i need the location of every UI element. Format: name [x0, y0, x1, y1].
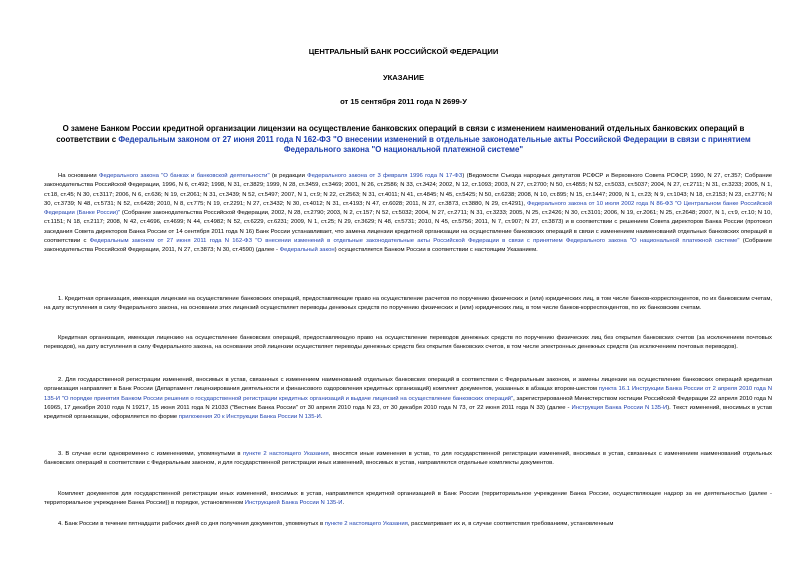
law-banks-link[interactable]: Федерального закона "О банках и банковской деятельности" [99, 173, 270, 179]
instruction-135i-link-2[interactable]: Инструкцией Банка России N 135-И [244, 500, 343, 507]
paragraph-3 [44, 450, 772, 469]
paragraph-text: 4. Банк России в течение пятнадцати рабочих дней со дня получения документов, упомянутых в [58, 521, 325, 527]
paragraph-text: . [320, 414, 323, 421]
paragraph-text: , рассматривает их и, в случае соответствия требованиям, установленным [407, 521, 614, 527]
paragraph-text: , зарегистрированной Министерством юстиции Российской Федерации 22 апреля 2010 года N 16965, 17 декабря 2010 года N 19217, 15 июня 2011 года N 21033 ("Вестник Банка России" от 30 апреля 2010 года N 23, от 30 декабря 2010 года N 73, от 22 июня 2011 года N 33) (далее - [44, 395, 772, 411]
law-17fz-link[interactable]: Федерального закона от 3 февраля 1996 года N 17-ФЗ [307, 173, 463, 179]
preamble-text: ) (Ведомости Съезда народных депутатов РСФСР и Верховного Совета РСФСР, 1990, N 27, ст.357; Собрание законодательства Российской Федерации, 1996, N 6, ст.492; 1998, N 31, ст.3829; 1999, N 28, ст.3459, ст.3469; 2001, N 26, ст.2586; N 33, ст.3424; 2002, N 12, ст.1093; 2003, N 27, ст.2700; N 50, ст.4855; N 52, ст.5033, ст.5037; 2004, N 27, ст.2711; N 31, ст.3233; 2005, N 1, ст.18, ст.45; N 30, ст.3117; 2006, N 6, ст.636; N 19, ст.2061; N 31, ст.3439; N 52, ст.5497; 2007, N 1, ст.9; N 22, ст.2563; N 31, ст.4011; N 41, ст.4845; N 45, ст.5425; N 50, ст.6238; 2008, N 10, ст.895; N 15, ст.1447; 2009, N 1, ст.23; N 9, ст.1043; N 18, ст.2153; N 23, ст.2776; N 30, ст.3739; N 48, ст.5731; N 52, ст.6428; 2010, N 8, ст.775; N 19, ст.2291; N 27, ст.3432; N 30, ст.4012; N 31, ст.4193; N 47, ст.6028; 2011, N 27, ст.3873, ст.3880, N 29, ст.4291), [44, 173, 773, 207]
paragraph-4 [44, 520, 772, 529]
paragraph-text: ). Текст изменений, вносимых в устав кредитной организации, оформляется по форме [44, 404, 772, 421]
paragraph-text: Комплект документов для государственной регистрации иных изменений, вносимых в устав, направляется кредитной организацией в Банк России (территориальное учреждение Банка России, осуществляющее надзор за ее деятельностью (далее - территориальное учреждение Банка России)) в порядке, установленном [44, 491, 772, 507]
point-2-link-2[interactable]: пункте 2 настоящего Указания [324, 521, 408, 527]
organization-name: ЦЕНТРАЛЬНЫЙ БАНК РОССИЙСКОЙ ФЕДЕРАЦИИ [308, 47, 499, 56]
document-date-number: от 15 сентября 2011 года N 2699-У [340, 97, 467, 106]
paragraph-2 [44, 376, 772, 422]
preamble-text: (Собрание законодательства Российской Федерации, 2002, N 28, ст.2790; 2003, N 2, ст.157; N 52, ст.5032; 2004, N 27, ст.2711; N 31, ст.3233; 2005, N 25, ст.2426; N 30, ст.3101; 2006, N 19, ст.2061; N 25, ст.2648; 2007, N 1, ст.9, ст.10; N 10, ст.1151; N 18, ст.2117; 2008, N 42, ст.4696, ст.4699; N 44, ст.4982; N 52, ст.6229, ст.6231; 2009, N 1, ст.25; N 29, ст.3629; N 48, ст.5731; 2010, N 45, ст.5756; 2011, N 7, ст.907; N 27, ст.3873) и в соответствии с решением Совета директоров Банка России (протокол заседания Совета директоров Банка России от 14 сентября 2011 года N 16) Банк России устанавливает, что замена лицензии кредитной организации на осуществление банковских операций в связи с изменением наименований отдельных банковских операций в соответствии с [44, 210, 772, 245]
preamble-text: (в редакции [269, 173, 308, 179]
law-86fz-link[interactable]: Федерального закона от 10 июля 2002 года N 86-ФЗ "О Центральном банке Российской Федерации (Банке России)" [44, 200, 772, 217]
instruction-135i-link[interactable]: Инструкция Банка России N 135-И [571, 404, 668, 411]
document-title [40, 124, 767, 156]
point-2-link[interactable]: пункте 2 настоящего Указания [242, 451, 329, 457]
federal-law-link[interactable]: Федеральный закон [279, 247, 335, 254]
instruction-135i-p16-link[interactable]: пункта 16.1 Инструкции Банка России от 2 апреля 2010 года N 135-И "О порядке принятия Банком России решения о государственной регистрации кредитных организаций и выдаче лицензий на осуществление банковских операций" [44, 386, 772, 402]
paragraph-text: 3. В случае если одновременно с изменениями, упомянутыми в [58, 451, 243, 457]
paragraph-text: , вносятся иные изменения в устав, то для государственной регистрации изменений, вносимых в устав, связанных с изменением наименований отдельных банковских операций в соответствии с Федеральным законом, и для государственной регистрации иных изменений, вносимых в устав, направляются отдельные комплекты документов. [44, 451, 773, 467]
preamble-paragraph [44, 172, 772, 256]
federal-law-162-link[interactable]: Федеральным законом от 27 июня 2011 года N 162-ФЗ "О внесении изменений в отдельные законодательные акты Российской Федерации в связи с принятием Федерального закона "О национальной платежной системе" [118, 134, 751, 154]
paragraph-1-part-2: Кредитная организация, имеющая лицензию на осуществление банковских операций, предоставляющую право на осуществление переводов денежных средств по поручению физических лиц без открытия банковских счетов (за исключением почтовых переводов), на дату вступления в силу Федерального закона, на основании этой лицензии осуществляет переводы денежных средств без открытия банковских счетов, в том числе электронных денежных средств (за исключением почтовых переводов). [44, 335, 772, 351]
document-type: УКАЗАНИЕ [382, 73, 425, 82]
title-text: О замене Банком России кредитной организации лицензии на осуществление банковских операций в связи с изменением наименований отдельных банковских операций в соответствии с [56, 124, 745, 144]
appendix-20-link[interactable]: приложения 20 к Инструкции Банка России N 135-И [178, 414, 321, 421]
preamble-text: (Собрание законодательства Российской Федерации, 2011, N 27, ст.3873; N 30, ст.4590) (далее - [44, 238, 772, 254]
preamble-text: На основании [58, 173, 100, 179]
paragraph-text: . [342, 500, 345, 507]
law-162fz-link[interactable]: Федеральным законом от 27 июня 2011 года N 162-ФЗ "О внесении изменений в отдельные законодательные акты Российской Федерации в связи с принятием Федерального закона "О национальной платежной системе" [89, 238, 740, 245]
paragraph-text: 2. Для государственной регистрации изменений, вносимых в устав, связанных с изменением наименований отдельных банковских операций в соответствии с Федеральным законом, и замены лицензии на осуществление банковских операций кредитная организация направляет в Банк России (Департамент лицензирования деятельности и финансового оздоровления кредитных организаций) комплект документов, указанных в абзацах втором-шестом [44, 377, 772, 393]
preamble-text: ) осуществляется Банком России в соответствии с настоящим Указанием. [334, 247, 538, 254]
paragraph-3-part-2 [44, 490, 772, 509]
paragraph-1: 1. Кредитная организация, имеющая лицензии на осуществление банковских операций, предоставляющие право на осуществление расчетов по поручению физических и (или) юридических лиц, в том числе банков-корреспондентов, по их банковским счетам, на дату вступления в силу Федерального закона, на основании этих лицензий осуществляет переводы денежных средств по поручению физических и (или) юридических лиц, в том числе банков-корреспондентов, по их банковским счетам. [44, 296, 772, 312]
